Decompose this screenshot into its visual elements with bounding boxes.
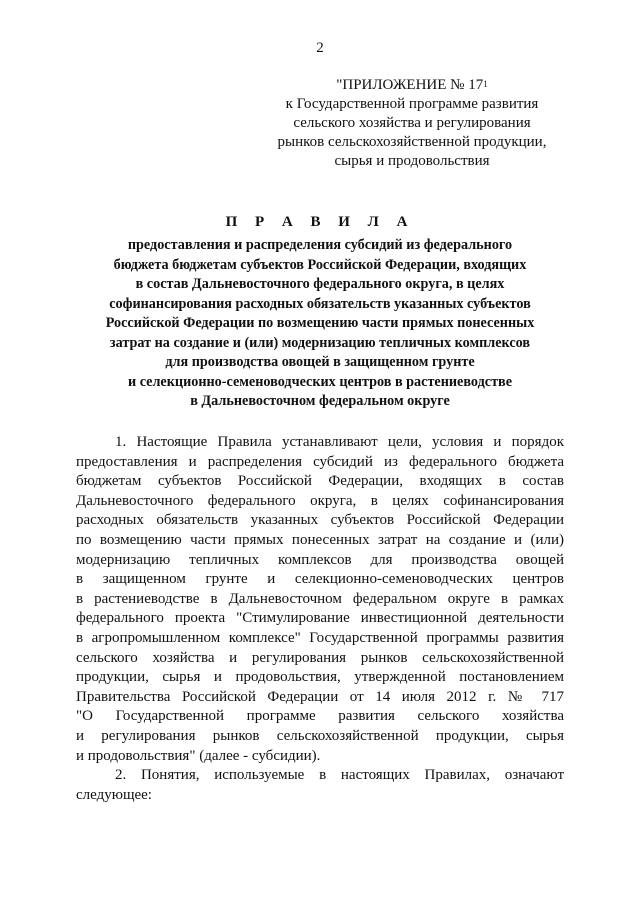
subtitle-line: предоставления и распределения субсидий из федерального [127,237,513,253]
paragraph-line: 1. Настоящие Правила устанавливают цели, условия и порядок [115,434,564,450]
appendix-header [262,76,562,171]
paragraph-line: в защищенном грунте и селекционно-семеноводческих центров [76,571,564,588]
paragraph-1 [76,433,564,766]
paragraph-line: бюджетам субъектов Российской Федерации, входящих в состав [76,473,564,490]
subtitle-line: софинансирования расходных обязательств указанных субъектов [109,295,531,312]
appendix-line: рынков сельскохозяйственной продукции, [277,134,547,150]
paragraph-line: сельского хозяйства и регулирования рынков сельскохозяйственной [76,649,564,666]
body-text [76,433,564,805]
paragraph-line: и продовольствия" (далее - субсидии). [76,747,321,764]
subtitle-line: затрат на создание и (или) модернизацию тепличных комплексов [109,334,531,351]
paragraph-line: Дальневосточного федерального округа, в целях софинансирования [76,492,564,509]
paragraph-2 [76,766,564,805]
subtitle-line: и селекционно-семеноводческих центров в растениеводстве [127,373,513,390]
paragraph-line: продукции, сырья и продовольствия, утвержденной постановлением [76,669,564,686]
paragraph-line: расходных обязательств указанных субъектов Российской Федерации [76,512,564,529]
appendix-title-superscript: 1 [483,79,488,89]
page-number: 2 [316,40,324,56]
paragraph-line: федерального проекта "Стимулирование инвестиционной деятельности [76,610,564,627]
paragraph-line: в агропромышленном комплексе" Государственной программы развития [76,629,564,646]
appendix-line: к Государственной программе развития [285,96,539,112]
paragraph-line: модернизацию тепличных комплексов для производства овощей [76,551,564,568]
subtitle-line: в состав Дальневосточного федерального округа, в целях [135,276,505,292]
paragraph-line: 2. Понятия, используемые в настоящих Правилах, означают [115,767,564,784]
paragraph-line: и регулирования рынков сельскохозяйственной продукции, сырья [76,727,564,744]
paragraph-line: в растениеводстве в Дальневосточном федеральном округе в рамках [76,590,564,607]
rules-title: П Р А В И Л А [225,214,415,230]
subtitle-line: Российской Федерации по возмещению части прямых понесенных [105,315,535,331]
appendix-title: "ПРИЛОЖЕНИЕ № $17^1$ [336,77,488,93]
paragraph-line: "О Государственной программе развития сельского хозяйства [76,708,564,725]
subtitle-line: в Дальневосточном федеральном округе [190,393,450,409]
paragraph-line: предоставления и распределения субсидий из федерального бюджета [76,453,564,470]
paragraph-line: по возмещению части прямых понесенных затрат на создание и (или) [76,531,564,548]
subtitle-line: для производства овощей в защищенном грунте [165,354,475,370]
subtitle-line: бюджета бюджетам субъектов Российской Федерации, входящих [113,256,527,273]
appendix-line: сырья и продовольствия [334,153,490,169]
paragraph-line: Правительства Российской Федерации от 14 июля 2012 г. № 717 [76,688,564,705]
paragraph-line: следующее: [76,786,152,803]
rules-subtitle [70,236,570,412]
appendix-line: сельского хозяйства и регулирования [293,115,531,131]
